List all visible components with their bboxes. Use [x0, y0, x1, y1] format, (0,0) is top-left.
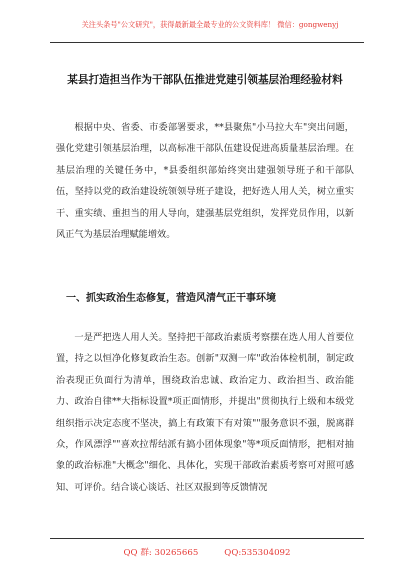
- body-paragraph-2: 一是严把选人用人关。坚持把干部政治素质考察摆在选人用人首要位置，持之以恒净化修复政治生态。创新"双测一库"政治体检机制，制定政治表现正负面行为清单，围绕政治忠诚、政治定力、政治担当、政治能力、政治自律**大指标设置*项正面情形，并提出"贯彻执行上级和本级党组织指示决定态度不坚决，搞上有政策下有对策""服务意识不强，脱离群众，作风漂浮""喜欢拉帮结派有搞小团体现象"等*项反面情形，把相对抽象的政治标准"大概念"细化、具体化，实现干部政治素质考察可对照可感知、可评价。结合谈心谈话、社区双报到等反馈情况: [56, 332, 354, 493]
- footer-qq-group: QQ 群: 30265665: [123, 548, 199, 558]
- document-title: 某县打造担当作为干部队伍推进党建引领基层治理经验材料: [67, 74, 343, 86]
- header-divider: [50, 42, 364, 43]
- footer: [50, 547, 364, 559]
- body-paragraph-1: 根据中央、省委、市委部署要求，**县聚焦"小马拉大车"突出问题，强化党建引领基层治理，以高标准干部队伍建设促进高质量基层治理。在基层治理的关键任务中，*县委组织部始终突出建强领导班子和干部队伍，坚持以党的政治建设统领领导班子建设，把好选人用人关，树立重实干、重实绩、重担当的用人导向，建强基层党组织，发挥党员作用，以新风正气为基层治理赋能增效。: [56, 122, 354, 241]
- footer-divider: [50, 538, 364, 539]
- section-heading-1: 一、抓实政治生态修复，营造风清气正干事环境: [66, 293, 276, 304]
- header-banner: 关注头条号"公文研究"，获得最新最全最专业的公文资料库！ 微信：gongwenyj: [81, 20, 339, 29]
- footer-qq-contact: QQ:535304092: [224, 548, 291, 558]
